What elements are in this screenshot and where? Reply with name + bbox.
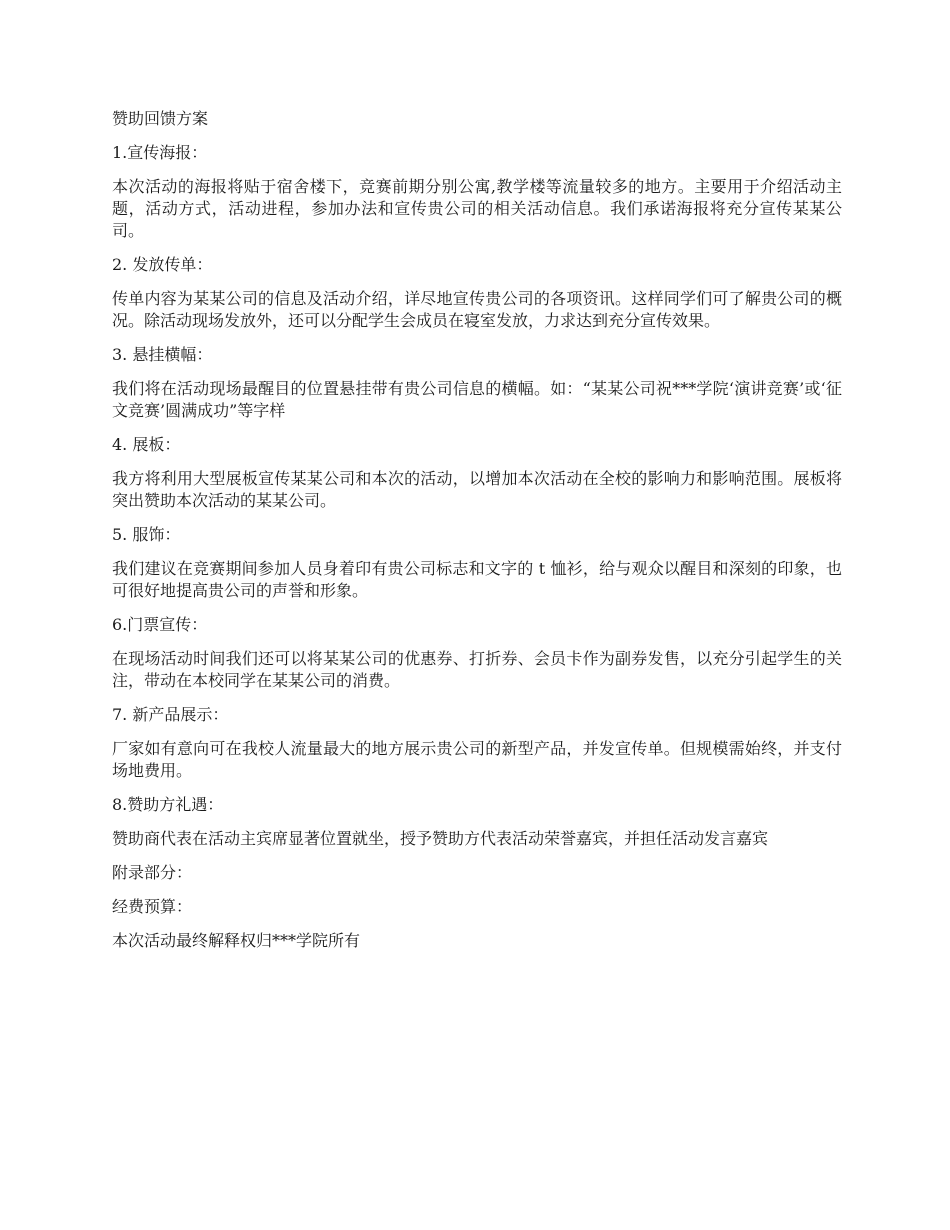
section-body-banner: 我们将在活动现场最醒目的位置悬挂带有贵公司信息的横幅。如：“某某公司祝***学院‘演讲竞赛’或‘征文竞赛’圆满成功”等字样 (112, 379, 842, 420)
section-heading-apparel: 5. 服饰： (112, 525, 181, 544)
section-heading-display-board: 4. 展板： (112, 435, 181, 454)
section-body-product-showcase: 厂家如有意向可在我校人流量最大的地方展示贵公司的新型产品，并发宣传单。但规模需始终，并支付场地费用。 (112, 739, 842, 780)
document-body (112, 108, 842, 964)
section-heading-flyer: 2. 发放传单： (112, 255, 213, 274)
section-body-display-board: 我方将利用大型展板宣传某某公司和本次的活动，以增加本次活动在全校的影响力和影响范围。展板将突出赞助本次活动的某某公司。 (112, 469, 842, 510)
section-body-apparel: 我们建议在竞赛期间参加人员身着印有贵公司标志和文字的 t 恤衫，给与观众以醒目和深刻的印象，也可很好地提高贵公司的声誉和形象。 (112, 559, 842, 600)
section-body-flyer: 传单内容为某某公司的信息及活动介绍，详尽地宣传贵公司的各项资讯。这样同学们可了解贵公司的概况。除活动现场发放外，还可以分配学生会成员在寝室发放，力求达到充分宣传效果。 (112, 289, 842, 330)
appendix-heading: 附录部分： (112, 863, 193, 882)
section-heading-sponsor-courtesy: 8.赞助方礼遇： (112, 795, 224, 814)
document-title: 赞助回馈方案 (112, 109, 209, 128)
section-heading-ticket: 6.门票宣传： (112, 615, 208, 634)
section-heading-product-showcase: 7. 新产品展示： (112, 705, 229, 724)
budget-heading: 经费预算： (112, 897, 193, 916)
section-heading-banner: 3. 悬挂横幅： (112, 345, 213, 364)
section-body-sponsor-courtesy: 赞助商代表在活动主宾席显著位置就坐，授予赞助方代表活动荣誉嘉宾，并担任活动发言嘉宾 (112, 829, 769, 848)
section-body-ticket: 在现场活动时间我们还可以将某某公司的优惠券、打折券、会员卡作为副券发售，以充分引起学生的关注，带动在本校同学在某某公司的消费。 (112, 649, 842, 690)
section-body-poster: 本次活动的海报将贴于宿舍楼下，竞赛前期分别公寓,教学楼等流量较多的地方。主要用于介绍活动主题，活动方式，活动进程，参加办法和宣传贵公司的相关活动信息。我们承诺海报将充分宣传某某公司。 (112, 177, 842, 240)
final-note: 本次活动最终解释权归***学院所有 (112, 931, 361, 950)
section-heading-poster: 1.宣传海报： (112, 143, 208, 162)
